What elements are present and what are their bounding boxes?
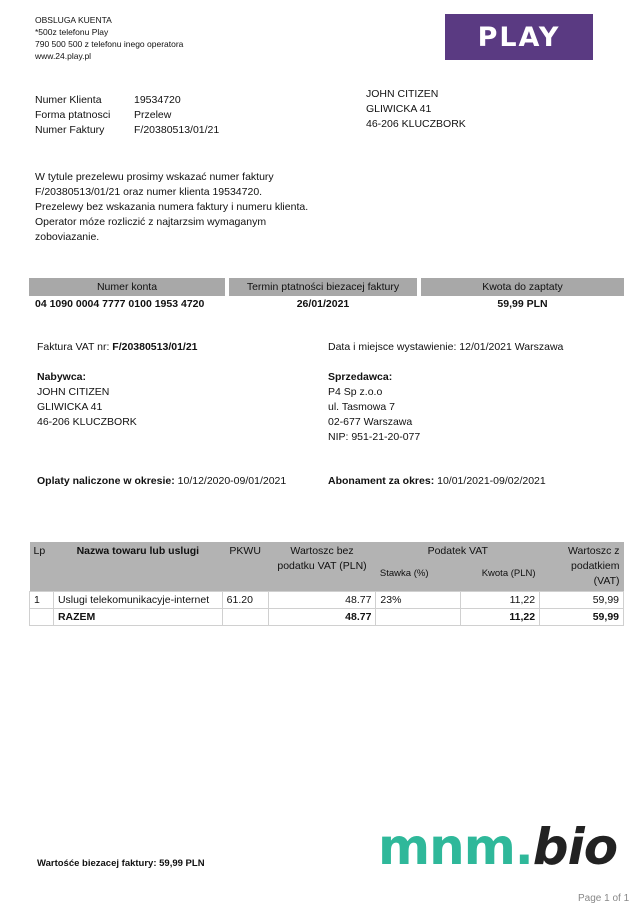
- notice-line: Operator móze rozliczić z najtarzsim wymaganym: [35, 216, 267, 228]
- payment-form-label: Forma ptatnosci: [35, 109, 111, 121]
- row-pkwu: 61.20: [222, 592, 268, 609]
- total-lp: [30, 609, 54, 626]
- notice-line: W tytule prezelewu prosimy wskazać numer faktury: [35, 171, 274, 183]
- total-net: 48.77: [268, 609, 376, 626]
- buyer-label: Nabywca:: [37, 371, 87, 383]
- watermark-part: mnm.: [378, 818, 533, 876]
- charges-period-value: 10/12/2020-09/01/2021: [174, 475, 287, 487]
- watermark-part: bio: [532, 818, 618, 876]
- invoice-number: F/20380513/01/21: [134, 124, 220, 136]
- operator-line: 790 500 500 z telefonu inego operatora: [35, 39, 184, 49]
- client-number: 19534720: [134, 94, 181, 106]
- seller-city: 02-677 Warszawa: [328, 416, 413, 428]
- subscription-period-label: Abonament za okres:: [328, 475, 435, 487]
- invoice-total-value: Wartośće biezacej faktury: 59,99 PLN: [37, 858, 205, 869]
- items-table: [29, 542, 624, 626]
- buyer-block: [37, 370, 137, 430]
- col-vat-rate: Stawka (%): [376, 566, 461, 591]
- buyer-name: JOHN CITIZEN: [37, 386, 110, 398]
- total-pkwu: [222, 609, 268, 626]
- total-vat-rate: [376, 609, 461, 626]
- operator-contact: [35, 14, 183, 62]
- invoice-number-label: Numer Faktury: [35, 124, 105, 136]
- col-net: [268, 542, 376, 592]
- issue-date: Data i miejsce wystawienie: 12/01/2021 Warszawa: [328, 341, 564, 353]
- col-net-line: Wartoszc bez: [290, 545, 354, 557]
- recipient-address: [366, 87, 466, 132]
- total-label: RAZEM: [53, 609, 222, 626]
- recipient-street: GLIWICKA 41: [366, 103, 432, 115]
- col-gross-line: Wartoszc z: [567, 545, 620, 557]
- col-gross-line: podatkiem: [571, 560, 620, 572]
- col-lp: Lp: [30, 542, 54, 592]
- notice-line: F/20380513/01/21 oraz numer klienta 19534720.: [35, 186, 263, 198]
- table-row: [30, 592, 624, 609]
- notice-line: Prezelewy bez wskazania numera faktury i numeru klienta.: [35, 201, 309, 213]
- seller-street: ul. Tasmowa 7: [328, 401, 395, 413]
- amount-due: 59,99 PLN: [497, 298, 548, 310]
- vat-invoice-number: [37, 340, 198, 355]
- operator-line: OBSLUGA KUENTA: [35, 15, 112, 25]
- due-date: 26/01/2021: [296, 298, 350, 310]
- due-date-header: Termin ptatności biezacej faktury: [246, 281, 400, 293]
- notice-line: zoboviazanie.: [35, 231, 100, 243]
- col-vat-amount: Kwota (PLN): [461, 566, 540, 591]
- play-logo: PLAY: [445, 14, 593, 60]
- col-gross: [540, 542, 624, 592]
- account-number: 04 1090 0004 7777 0100 1953 4720: [35, 298, 205, 310]
- seller-block: [328, 370, 420, 445]
- account-header: Numer konta: [96, 281, 158, 293]
- operator-line: *500z telefonu Play: [35, 27, 109, 37]
- watermark-logo: [378, 818, 617, 876]
- total-row: [30, 609, 624, 626]
- charges-period-label: Oplaty naliczone w okresie:: [37, 475, 175, 487]
- vat-label: Faktura VAT nr:: [37, 341, 113, 353]
- client-labels: [35, 93, 110, 138]
- payment-notice: [35, 170, 308, 245]
- vat-number: F/20380513/01/21: [112, 341, 198, 353]
- buyer-street: GLIWICKA 41: [37, 401, 103, 413]
- charges-period: [37, 474, 286, 489]
- payment-header: [29, 278, 624, 296]
- table-header-row: [30, 542, 624, 566]
- client-values: [134, 93, 219, 138]
- col-pkwu: PKWU: [222, 542, 268, 592]
- row-name: Uslugi telekomunikacyje-internet: [53, 592, 222, 609]
- total-gross: 59,99: [540, 609, 624, 626]
- amount-header: Kwota do zaptaty: [482, 281, 563, 293]
- row-net: 48.77: [268, 592, 376, 609]
- seller-nip: NIP: 951-21-20-077: [328, 431, 421, 443]
- subscription-period-value: 10/01/2021-09/02/2021: [434, 475, 546, 487]
- recipient-name: JOHN CITIZEN: [366, 88, 439, 100]
- total-vat: 11,22: [461, 609, 540, 626]
- client-number-label: Numer Klienta: [35, 94, 102, 106]
- seller-name: P4 Sp z.o.o: [328, 386, 383, 398]
- buyer-city: 46-206 KLUCZBORK: [37, 416, 137, 428]
- recipient-city: 46-206 KLUCZBORK: [366, 118, 466, 130]
- col-vat: Podatek VAT: [376, 542, 540, 566]
- operator-website: www.24.play.pl: [35, 51, 92, 61]
- payment-form: Przelew: [134, 109, 172, 121]
- col-net-line: podatku VAT (PLN): [277, 560, 367, 572]
- page-number: Page 1 of 1: [578, 893, 630, 904]
- row-vat-rate: 23%: [376, 592, 461, 609]
- seller-label: Sprzedawca:: [328, 371, 393, 383]
- col-name: Nazwa towaru lub uslugi: [53, 542, 222, 592]
- row-gross: 59,99: [540, 592, 624, 609]
- row-vat-amount: 11,22: [461, 592, 540, 609]
- row-lp: 1: [30, 592, 54, 609]
- subscription-period: [328, 474, 546, 489]
- col-gross-line: (VAT): [593, 575, 620, 587]
